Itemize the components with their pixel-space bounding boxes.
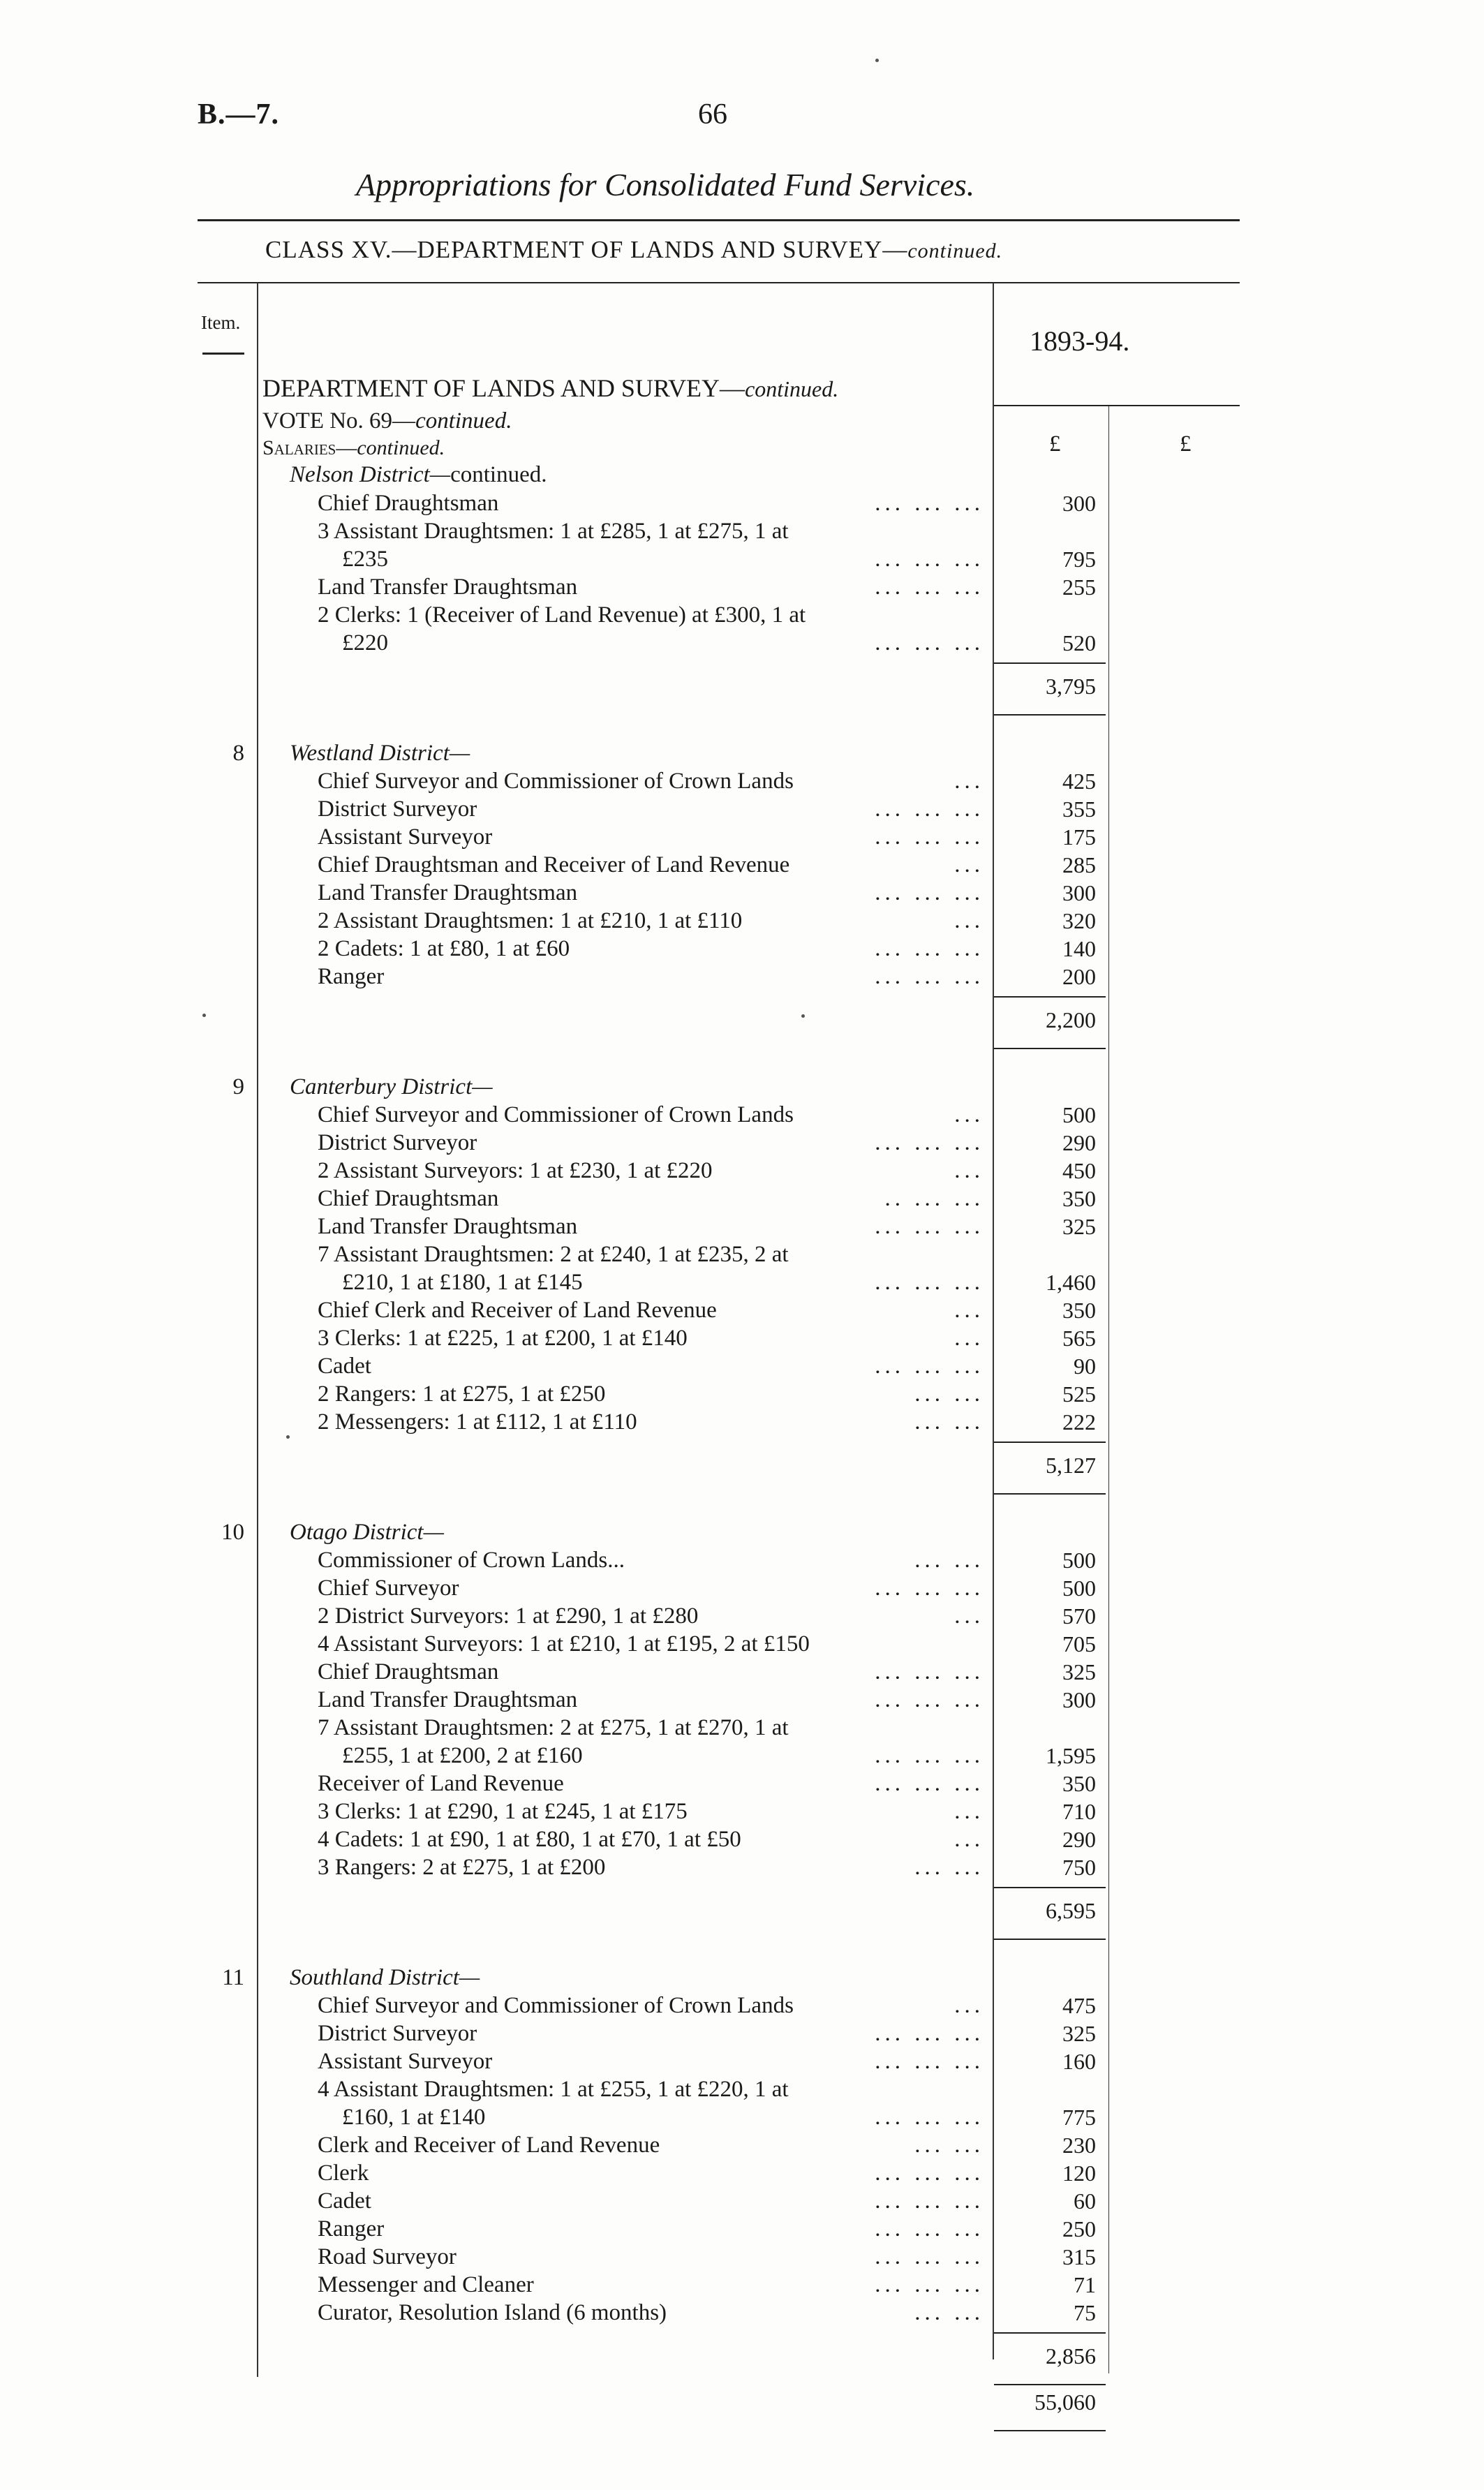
line-item-amount: 300 xyxy=(1062,880,1096,905)
pound-sign-right: £ xyxy=(1180,431,1192,457)
leader-dots: ... ... ... xyxy=(875,2272,984,2297)
line-item-amount: 355 xyxy=(1062,796,1096,822)
item-number: 11 xyxy=(222,1965,244,1990)
leader-dots: ... ... ... xyxy=(875,1687,984,1712)
district-subtotal: 5,127 xyxy=(1046,1453,1096,1478)
leader-dots: ... ... ... xyxy=(875,1743,984,1768)
item-column-header: Item. xyxy=(201,312,241,333)
subtotal-rule xyxy=(994,1493,1106,1495)
line-item-text: Curator, Resolution Island (6 months) xyxy=(318,2300,667,2325)
line-item-amount: 520 xyxy=(1062,630,1096,655)
class-heading xyxy=(265,236,1002,264)
nelson-district-continued: continued. xyxy=(450,462,547,487)
line-item-text: 2 Rangers: 1 at £275, 1 at £250 xyxy=(318,1381,606,1407)
class-heading-text: CLASS XV.—DEPARTMENT OF LANDS AND SURVEY— xyxy=(265,236,908,263)
line-item-text: Land Transfer Draughtsman xyxy=(318,880,578,905)
leader-dots: ... ... ... xyxy=(875,547,984,572)
line-item-amount: 500 xyxy=(1062,1576,1096,1601)
line-item-amount: 710 xyxy=(1062,1799,1096,1824)
line-item-amount: 325 xyxy=(1062,2021,1096,2046)
leader-dots: ... xyxy=(954,1603,984,1629)
line-item-amount: 90 xyxy=(1074,1354,1096,1379)
line-item-text: Chief Draughtsman and Receiver of Land Revenue xyxy=(318,852,790,877)
leader-dots: ... ... ... xyxy=(875,491,984,516)
line-item-text: Land Transfer Draughtsman xyxy=(318,1687,578,1712)
leader-dots: ... xyxy=(954,1799,984,1824)
item-column-divider xyxy=(257,283,258,2377)
line-item-amount: 285 xyxy=(1062,852,1096,877)
line-item-text: District Surveyor xyxy=(318,796,477,822)
line-item-text: 2 Clerks: 1 (Receiver of Land Revenue) at £300, 1 at xyxy=(318,602,806,628)
year-header: 1893-94. xyxy=(1030,325,1130,357)
line-item-text: £220 xyxy=(342,630,388,655)
line-item-text: Chief Draughtsman xyxy=(318,1186,499,1211)
subtotal-rule xyxy=(994,1442,1106,1443)
line-item-amount: 795 xyxy=(1062,547,1096,572)
subtotal-rule xyxy=(994,1048,1106,1049)
leader-dots: ... ... ... xyxy=(875,1354,984,1379)
subtotal-rule xyxy=(994,662,1106,664)
leader-dots: ... xyxy=(954,1298,984,1323)
line-item-text: Ranger xyxy=(318,964,385,989)
line-item-text: 4 Assistant Surveyors: 1 at £210, 1 at £195, 2 at £150 xyxy=(318,1631,810,1657)
leader-dots: ... ... xyxy=(914,1409,984,1435)
line-item-text: Cadet xyxy=(318,1354,371,1379)
district-subtotal: 2,856 xyxy=(1046,2343,1096,2369)
line-item-text: Chief Surveyor and Commissioner of Crown Lands xyxy=(318,769,794,794)
line-item-text: 2 Messengers: 1 at £112, 1 at £110 xyxy=(318,1409,637,1435)
nelson-district-title: Nelson District— xyxy=(290,462,451,487)
leader-dots: ... ... ... xyxy=(875,1270,984,1295)
leader-dots: ... ... ... xyxy=(875,1771,984,1796)
district-heading: Westland District— xyxy=(290,741,470,766)
line-item-amount: 325 xyxy=(1062,1214,1096,1239)
leader-dots: .. ... ... xyxy=(884,1186,984,1211)
line-item-amount: 775 xyxy=(1062,2105,1096,2130)
year-underline xyxy=(994,405,1240,406)
line-item-amount: 300 xyxy=(1062,1687,1096,1712)
leader-dots: ... ... ... xyxy=(875,2049,984,2074)
line-item-text: Cadet xyxy=(318,2188,371,2214)
line-item-text: Receiver of Land Revenue xyxy=(318,1771,564,1796)
line-item-amount: 230 xyxy=(1062,2133,1096,2158)
grand-total: 55,060 xyxy=(1034,2389,1096,2415)
line-item-amount: 222 xyxy=(1062,1409,1096,1435)
print-speck xyxy=(875,59,879,62)
subtotal-rule xyxy=(994,2384,1106,2385)
line-item-text: £210, 1 at £180, 1 at £145 xyxy=(342,1270,583,1295)
nelson-district-heading xyxy=(290,462,547,488)
line-item-text: Chief Draughtsman xyxy=(318,1659,499,1684)
leader-dots: ... ... xyxy=(914,1548,984,1573)
title-rule xyxy=(198,219,1240,221)
leader-dots: ... xyxy=(954,1993,984,2018)
line-item-amount: 255 xyxy=(1062,575,1096,600)
line-item-text: Commissioner of Crown Lands... xyxy=(318,1548,625,1573)
line-item-amount: 350 xyxy=(1062,1771,1096,1796)
subtotal-rule xyxy=(994,1939,1106,1940)
salaries-heading-text: Salaries— xyxy=(262,436,357,459)
leader-dots: ... xyxy=(954,908,984,933)
line-item-amount: 705 xyxy=(1062,1631,1096,1657)
item-number: 9 xyxy=(232,1074,244,1099)
line-item-text: Chief Surveyor xyxy=(318,1576,459,1601)
leader-dots: ... ... ... xyxy=(875,2021,984,2046)
leader-dots: ... xyxy=(954,769,984,794)
line-item-text: 3 Assistant Draughtsmen: 1 at £285, 1 at £275, 1 at xyxy=(318,519,789,544)
leader-dots: ... xyxy=(954,1326,984,1351)
district-heading: Otago District— xyxy=(290,1520,444,1545)
line-item-text: Ranger xyxy=(318,2216,385,2241)
leader-dots: ... ... ... xyxy=(875,1130,984,1155)
line-item-amount: 250 xyxy=(1062,2216,1096,2241)
line-item-text: 3 Clerks: 1 at £225, 1 at £200, 1 at £140 xyxy=(318,1326,688,1351)
leader-dots: ... xyxy=(954,852,984,877)
department-heading-text: DEPARTMENT OF LANDS AND SURVEY— xyxy=(262,374,745,402)
leader-dots: ... xyxy=(954,1102,984,1127)
line-item-text: Clerk and Receiver of Land Revenue xyxy=(318,2133,660,2158)
line-item-text: 2 Assistant Surveyors: 1 at £230, 1 at £220 xyxy=(318,1158,713,1183)
vote-heading-continued: continued. xyxy=(415,408,512,433)
line-item-text: 2 District Surveyors: 1 at £290, 1 at £280 xyxy=(318,1603,699,1629)
leader-dots: ... xyxy=(954,1158,984,1183)
department-heading xyxy=(262,373,838,403)
line-item-amount: 425 xyxy=(1062,769,1096,794)
line-item-text: Land Transfer Draughtsman xyxy=(318,575,578,600)
leader-dots: ... ... ... xyxy=(875,880,984,905)
line-item-amount: 325 xyxy=(1062,1659,1096,1684)
item-header-underline xyxy=(202,353,244,355)
line-item-amount: 1,460 xyxy=(1046,1270,1096,1295)
document-reference: B.—7. xyxy=(198,98,280,131)
grand-total-rule xyxy=(994,2430,1106,2431)
line-item-text: £255, 1 at £200, 2 at £160 xyxy=(342,1743,583,1768)
line-item-amount: 200 xyxy=(1062,964,1096,989)
line-item-amount: 350 xyxy=(1062,1186,1096,1211)
line-item-amount: 120 xyxy=(1062,2161,1096,2186)
item-number: 10 xyxy=(221,1520,244,1545)
vote-heading-text: VOTE No. 69— xyxy=(262,408,416,433)
leader-dots: ... ... xyxy=(914,2133,984,2158)
line-item-text: District Surveyor xyxy=(318,2021,477,2046)
line-item-text: Chief Surveyor and Commissioner of Crown Lands xyxy=(318,1102,794,1127)
line-item-amount: 315 xyxy=(1062,2244,1096,2269)
line-item-amount: 525 xyxy=(1062,1381,1096,1407)
class-rule xyxy=(198,282,1240,283)
line-item-text: 4 Assistant Draughtsmen: 1 at £255, 1 at £220, 1 at xyxy=(318,2077,789,2102)
leader-dots: ... ... ... xyxy=(875,575,984,600)
line-item-text: District Surveyor xyxy=(318,1130,477,1155)
print-speck xyxy=(801,1014,805,1018)
line-item-amount: 75 xyxy=(1074,2300,1096,2325)
line-item-text: 2 Assistant Draughtsmen: 1 at £210, 1 at £110 xyxy=(318,908,743,933)
line-item-text: Chief Surveyor and Commissioner of Crown Lands xyxy=(318,1993,794,2018)
line-item-amount: 450 xyxy=(1062,1158,1096,1183)
district-subtotal: 2,200 xyxy=(1046,1007,1096,1032)
leader-dots: ... ... ... xyxy=(875,1214,984,1239)
leader-dots: ... ... ... xyxy=(875,2161,984,2186)
subtotal-rule xyxy=(994,996,1106,998)
line-item-amount: 140 xyxy=(1062,936,1096,961)
leader-dots: ... ... ... xyxy=(875,796,984,822)
line-item-amount: 175 xyxy=(1062,824,1096,850)
salaries-heading xyxy=(262,436,445,460)
line-item-amount: 290 xyxy=(1062,1827,1096,1852)
leader-dots: ... ... xyxy=(914,1381,984,1407)
line-item-text: Assistant Surveyor xyxy=(318,2049,493,2074)
line-item-amount: 60 xyxy=(1074,2188,1096,2214)
print-speck xyxy=(286,1435,290,1439)
page-title: Appropriations for Consolidated Fund Services. xyxy=(356,167,975,202)
leader-dots: ... ... ... xyxy=(875,630,984,655)
line-item-amount: 500 xyxy=(1062,1102,1096,1127)
line-item-amount: 1,595 xyxy=(1046,1743,1096,1768)
department-heading-continued: continued. xyxy=(745,376,839,401)
leader-dots: ... ... ... xyxy=(875,2105,984,2130)
class-heading-continued: continued. xyxy=(907,239,1003,262)
line-item-text: Chief Draughtsman xyxy=(318,491,499,516)
line-item-text: 3 Rangers: 2 at £275, 1 at £200 xyxy=(318,1855,606,1880)
line-item-text: 7 Assistant Draughtsmen: 2 at £240, 1 at £235, 2 at xyxy=(318,1242,789,1267)
district-subtotal: 6,595 xyxy=(1046,1898,1096,1923)
line-item-text: 4 Cadets: 1 at £90, 1 at £80, 1 at £70, 1 at £50 xyxy=(318,1827,741,1852)
district-heading: Southland District— xyxy=(290,1965,480,1990)
leader-dots: ... ... ... xyxy=(875,2216,984,2241)
vote-heading xyxy=(262,408,512,434)
leader-dots: ... ... ... xyxy=(875,1659,984,1684)
leader-dots: ... ... ... xyxy=(875,1576,984,1601)
line-item-text: £160, 1 at £140 xyxy=(342,2105,486,2130)
line-item-text: Road Surveyor xyxy=(318,2244,457,2269)
subtotal-rule xyxy=(994,1887,1106,1888)
line-item-amount: 500 xyxy=(1062,1548,1096,1573)
leader-dots: ... ... ... xyxy=(875,2244,984,2269)
line-item-text: Assistant Surveyor xyxy=(318,824,493,850)
line-item-amount: 160 xyxy=(1062,2049,1096,2074)
line-item-amount: 750 xyxy=(1062,1855,1096,1880)
leader-dots: ... xyxy=(954,1827,984,1852)
page-number: 66 xyxy=(698,98,727,131)
leader-dots: ... ... xyxy=(914,2300,984,2325)
line-item-text: £235 xyxy=(342,547,388,572)
line-item-text: Chief Clerk and Receiver of Land Revenue xyxy=(318,1298,717,1323)
print-speck xyxy=(202,1014,206,1017)
leader-dots: ... ... ... xyxy=(875,964,984,989)
pound-sign-left: £ xyxy=(1049,431,1061,457)
line-item-text: 2 Cadets: 1 at £80, 1 at £60 xyxy=(318,936,570,961)
line-item-amount: 475 xyxy=(1062,1993,1096,2018)
line-item-text: Clerk xyxy=(318,2161,369,2186)
leader-dots: ... ... ... xyxy=(875,2188,984,2214)
line-item-amount: 320 xyxy=(1062,908,1096,933)
leader-dots: ... ... ... xyxy=(875,824,984,850)
leader-dots: ... ... xyxy=(914,1855,984,1880)
line-item-text: Land Transfer Draughtsman xyxy=(318,1214,578,1239)
line-item-amount: 350 xyxy=(1062,1298,1096,1323)
line-item-amount: 290 xyxy=(1062,1130,1096,1155)
line-item-amount: 570 xyxy=(1062,1603,1096,1629)
nelson-subtotal: 3,795 xyxy=(1046,674,1096,699)
line-item-amount: 300 xyxy=(1062,491,1096,516)
item-number: 8 xyxy=(232,741,244,766)
line-item-amount: 565 xyxy=(1062,1326,1096,1351)
line-item-text: Messenger and Cleaner xyxy=(318,2272,534,2297)
salaries-heading-continued: continued. xyxy=(357,436,445,459)
leader-dots: ... ... ... xyxy=(875,936,984,961)
line-item-text: 3 Clerks: 1 at £290, 1 at £245, 1 at £175 xyxy=(318,1799,688,1824)
line-item-amount: 71 xyxy=(1074,2272,1096,2297)
subtotal-rule xyxy=(994,2332,1106,2334)
line-item-text: 7 Assistant Draughtsmen: 2 at £275, 1 at £270, 1 at xyxy=(318,1715,789,1740)
district-heading: Canterbury District— xyxy=(290,1074,493,1099)
subtotal-rule xyxy=(994,714,1106,716)
subtotal-column-divider xyxy=(1108,405,1109,2373)
